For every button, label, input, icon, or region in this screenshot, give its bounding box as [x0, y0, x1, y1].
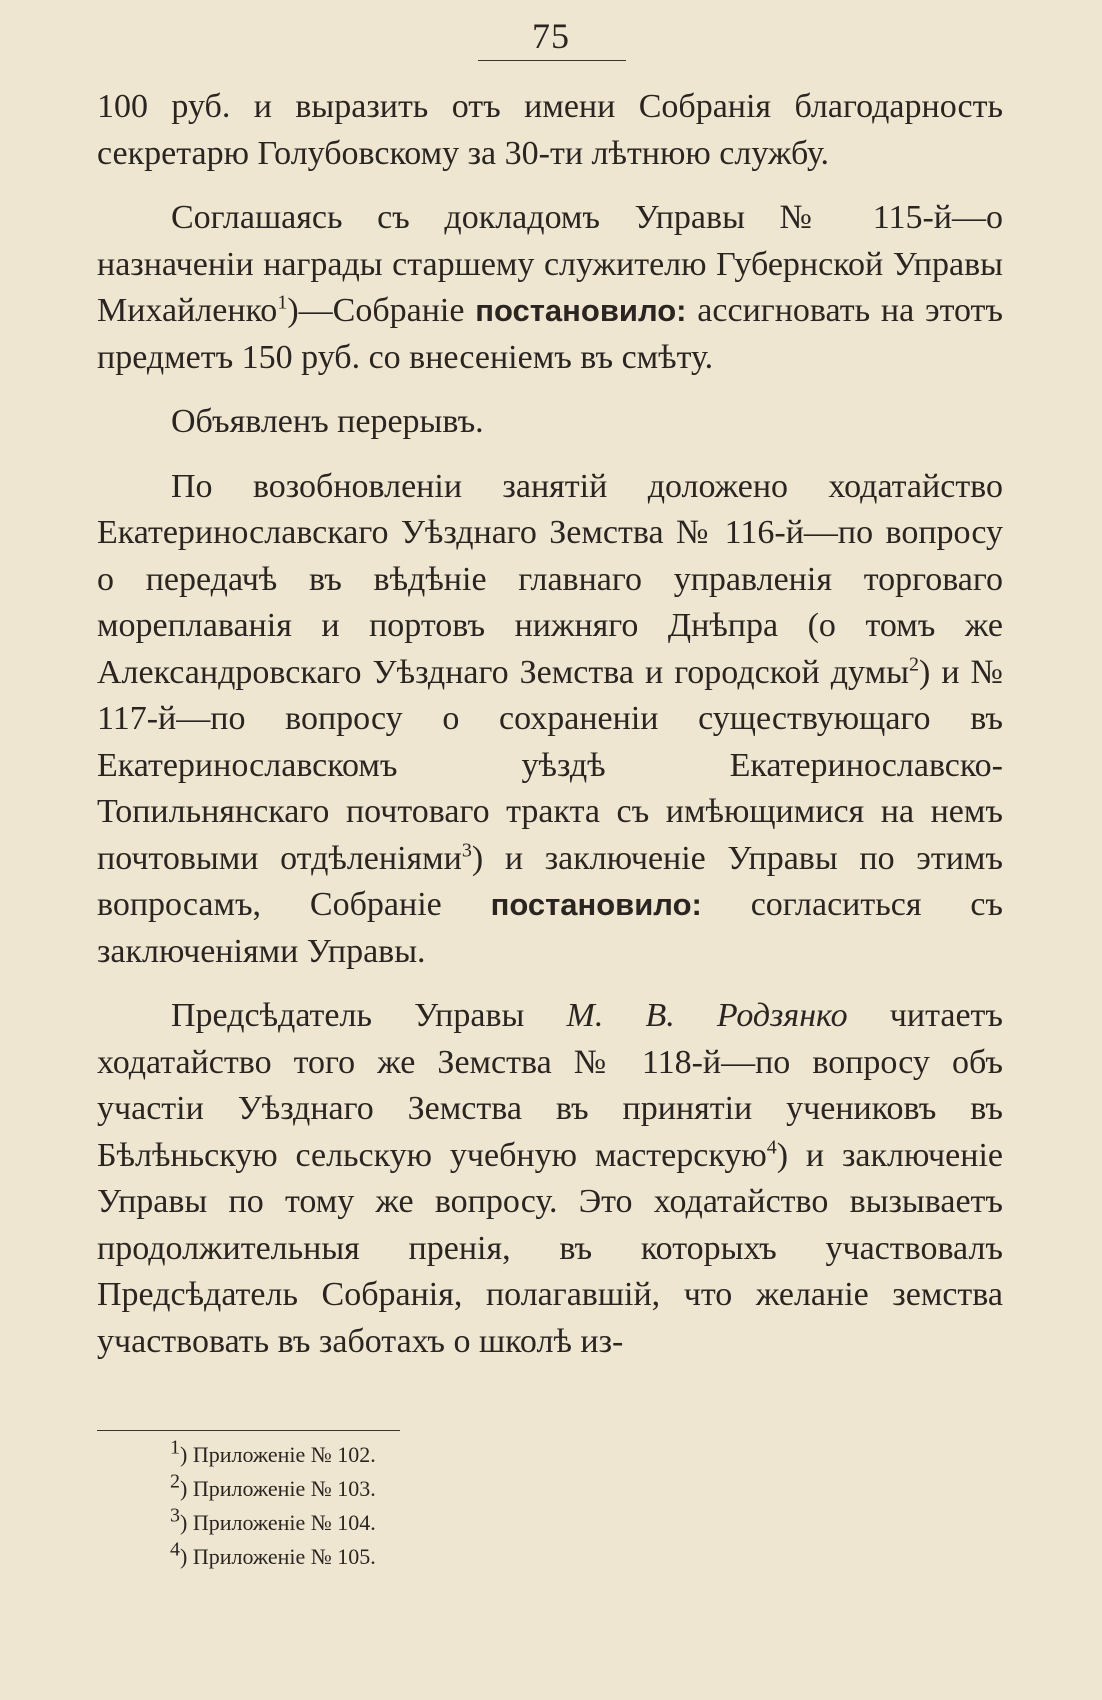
paragraph-4-text-c: ) и заключеніе Управы по этимъ вопросамъ, Собраніе	[97, 839, 1003, 923]
header-rule	[478, 60, 626, 61]
resolution-keyword: постановило:	[490, 887, 702, 922]
footnote-mark: 2	[170, 1470, 180, 1493]
footnote-ref-4: 4	[766, 1136, 777, 1159]
paragraph-5-text-b: читаетъ ходатайство того же Земства № 118-й—по вопросу объ участіи Уѣзднаго Земства въ принятіи учениковъ въ Бѣлѣньскую сельскую учебную мастерскую	[97, 997, 1003, 1174]
paragraph-5	[97, 993, 1003, 1365]
paragraph-4-text-d: согласиться съ заключеніями Управы.	[97, 886, 1004, 970]
footnote-3	[170, 1506, 376, 1540]
page-number: 75	[532, 16, 570, 56]
footnote-text: ) Приложеніе № 103.	[180, 1476, 376, 1501]
paragraph-2	[97, 195, 1003, 381]
person-name: М. В. Родзянко	[566, 997, 848, 1034]
footnote-1	[170, 1438, 376, 1472]
paragraph-2-text-b: )—Собраніе	[287, 292, 476, 329]
footnote-ref-2: 2	[908, 653, 919, 676]
paragraph-4-text-b: ) и № 117-й—по вопросу о сохраненіи существующаго въ Екатеринославскомъ уѣздѣ Екатеринославско-Топильнянскаго почтоваго тракта съ имѣющимися на немъ почтовыми отдѣленіями	[97, 653, 1003, 877]
footnote-mark: 1	[170, 1436, 180, 1459]
footnote-mark: 3	[170, 1504, 180, 1527]
footnote-mark: 4	[170, 1538, 180, 1561]
footnote-text: ) Приложеніе № 102.	[180, 1442, 376, 1467]
footnote-text: ) Приложеніе № 104.	[180, 1510, 376, 1535]
paragraph-5-text-a: Предсѣдатель Управы	[171, 997, 567, 1034]
paragraph-3-text: Объявленъ перерывъ.	[171, 403, 484, 440]
resolution-keyword: постановило:	[475, 293, 687, 328]
paragraph-1	[97, 84, 1003, 177]
footnote-text: ) Приложеніе № 105.	[180, 1544, 376, 1569]
paragraph-2-text-a: Соглашаясь съ докладомъ Управы № 115-й—о назначеніи награды старшему служителю Губернской Управы Михайленко	[97, 199, 1003, 329]
footnote-rule	[97, 1430, 400, 1431]
footnote-4	[170, 1540, 376, 1574]
footnote-2	[170, 1472, 376, 1506]
paragraph-2-text-c: ассигновать на этотъ предметъ 150 руб. со внесеніемъ въ смѣту.	[97, 292, 1003, 376]
paragraph-1-text: 100 руб. и выразить отъ имени Собранія благодарность секретарю Голубовскому за 30-ти лѣтнюю службу.	[97, 88, 1003, 172]
footnote-ref-3: 3	[461, 839, 472, 862]
paragraph-4-text-a: По возобновленіи занятій доложено ходатайство Екатеринославскаго Уѣзднаго Земства № 116-й—по вопросу о передачѣ въ вѣдѣніе главнаго управленія торговаго мореплаванія и портовъ нижняго Днѣпра (о томъ же Александровскаго Уѣзднаго Земства и городской думы	[97, 467, 1003, 691]
body-text	[97, 84, 1003, 1365]
footnotes	[170, 1438, 376, 1574]
paragraph-3	[97, 399, 1003, 446]
paragraph-4	[97, 464, 1003, 976]
footnote-ref-1: 1	[277, 291, 288, 314]
paragraph-5-text-c: ) и заключеніе Управы по тому же вопросу. Это ходатайство вызываетъ продолжительныя пренія, въ которыхъ участвовалъ Предсѣдатель Собранія, полагавшій, что желаніе земства участвовать въ заботахъ о школѣ из-	[97, 1136, 1003, 1360]
